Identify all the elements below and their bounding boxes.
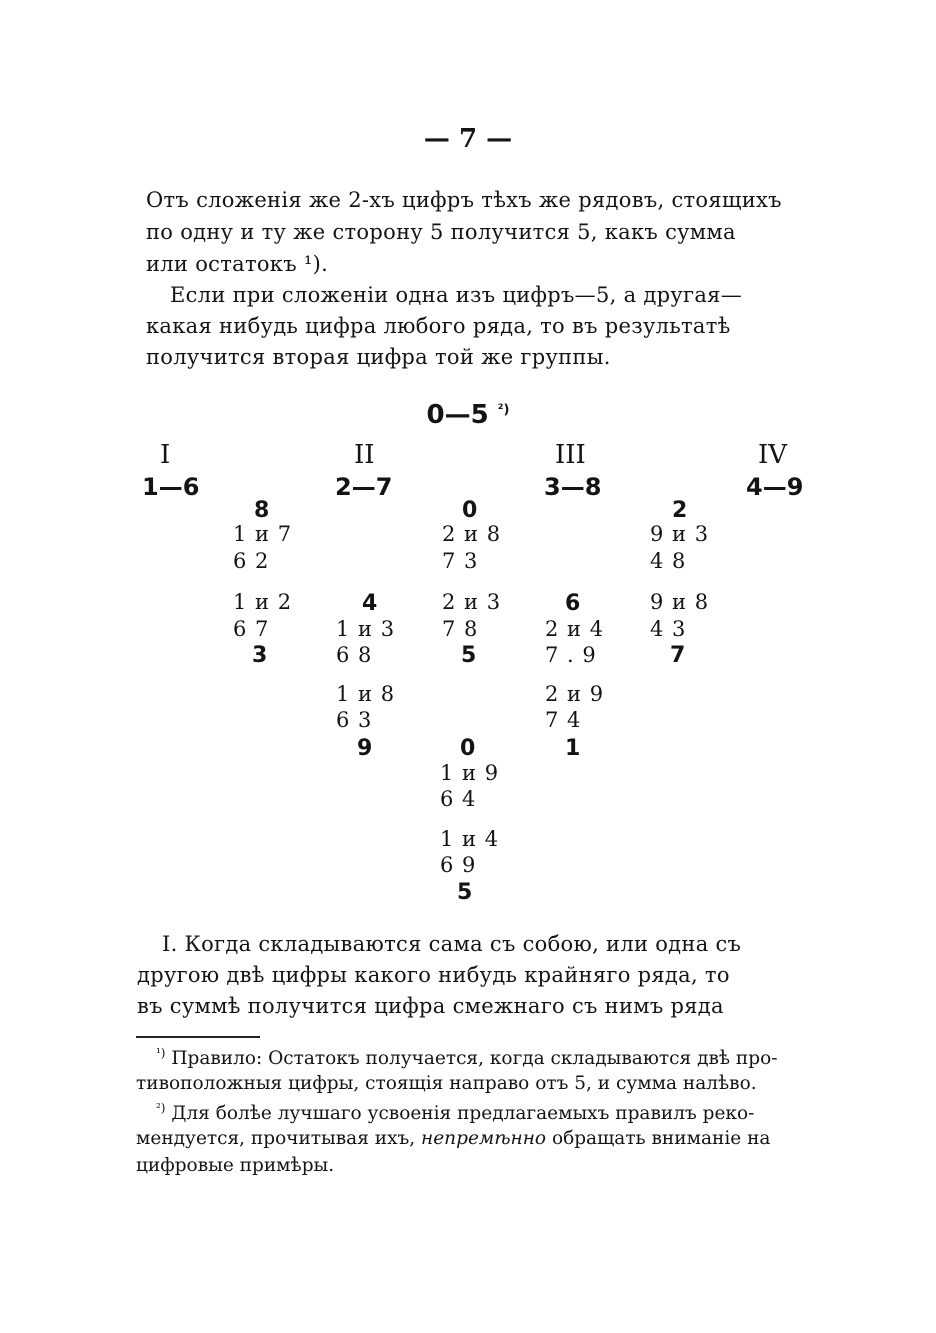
block-i-line-2: 6 3 [336,708,373,732]
row-label-2: II [354,440,375,470]
footnote-2-emphasis: непремѣнно [421,1128,547,1149]
footnote-2-line-1 [156,1101,754,1124]
footnote-2-line-3: цифровые примѣры. [136,1155,335,1176]
block-d-line-2: 6 7 [233,617,270,641]
block-h-result: 7 [670,643,686,668]
footnote-1-line-2: тивоположныя цифры, стоящія направо отъ 5, и сумма налѣво. [136,1073,757,1094]
block-h-line-1: 9 и 8 [650,590,710,614]
row-label-4: IV [758,440,788,470]
block-j-result: 1 [565,736,581,761]
block-i-line-1: 1 и 8 [336,682,396,706]
block-b-line-2: 7 3 [442,549,479,573]
block-l-line-2: 6 9 [440,853,477,877]
block-k-line-2: 6 4 [440,787,477,811]
rule-line-1: Если при сложеніи одна изъ цифръ—5, а другая— [170,283,742,307]
block-d-line-1: 1 и 2 [233,590,293,614]
block-a-line-2: 6 2 [233,549,270,573]
intro-line-3: или остатокъ ¹). [146,252,329,276]
block-f-result: 5 [461,643,477,668]
block-k-result: 0 [460,736,476,761]
rule-line-3: получится вторая цифра той же группы. [146,345,611,369]
block-g-result: 6 [565,591,581,616]
section-line-1: I. Когда складываются сама съ собою, или одна съ [162,932,742,956]
block-e-line-2: 6 8 [336,643,373,667]
block-f-line-2: 7 8 [442,617,479,641]
diagram-title [0,400,936,430]
block-l-line-1: 1 и 4 [440,827,500,851]
block-c-line-1: 9 и 3 [650,522,710,546]
footnote-2-text-2a: мендуется, прочитывая ихъ, [136,1128,422,1149]
block-b-result: 0 [462,498,478,523]
section-line-2: другою двѣ цифры какого нибудь крайняго ряда, то [137,963,730,987]
block-b-line-1: 2 и 8 [442,522,502,546]
group-label-2: 2—7 [335,473,393,501]
page-number: — 7 — [423,124,513,154]
block-e-line-1: 1 и 3 [336,617,396,641]
footnote-2-text-1: Для болѣе лучшаго усвоенія предлагаемыхъ правилъ реко- [171,1103,755,1125]
footnote-1-line-1 [156,1046,777,1069]
row-label-1: I [160,440,171,470]
block-f-line-1: 2 и 3 [442,590,502,614]
group-label-4: 4—9 [746,473,804,501]
block-a-line-1: 1 и 7 [233,522,293,546]
block-j-line-2: 7 4 [545,708,582,732]
footnote-2-text-2b: обращать вниманіе на [546,1128,771,1149]
block-g-line-2: 7 . 9 [545,643,597,667]
block-h-line-2: 4 3 [650,617,687,641]
intro-line-1: Отъ сложенія же 2-хъ цифръ тѣхъ же рядовъ, стоящихъ [146,188,782,212]
row-label-3: III [555,440,586,470]
group-label-3: 3—8 [544,473,602,501]
block-d-result: 3 [252,643,268,668]
block-c-line-2: 4 8 [650,549,687,573]
block-c-result: 2 [672,498,688,523]
block-j-line-1: 2 и 9 [545,682,605,706]
footnote-1-mark: ¹) [156,1046,166,1060]
section-line-3: въ суммѣ получится цифра смежнаго съ нимъ ряда [137,994,724,1018]
footnote-2-mark: ²) [156,1101,166,1115]
block-g-line-1: 2 и 4 [545,617,605,641]
block-l-result: 5 [457,880,473,905]
footnote-1-text-1: Правило: Остатокъ получается, когда складываются двѣ про- [171,1048,778,1070]
block-i-result: 9 [357,736,373,761]
footnote-2-line-2 [136,1128,770,1149]
diagram-title-footnote-mark: ²) [497,402,510,418]
block-k-line-1: 1 и 9 [440,761,500,785]
group-label-1: 1—6 [142,473,200,501]
rule-line-2: какая нибудь цифра любого ряда, то въ результатѣ [146,314,731,338]
intro-line-2: по одну и ту же сторону 5 получится 5, какъ сумма [146,220,736,244]
block-e-result: 4 [362,591,378,616]
footnote-divider [136,1036,260,1038]
block-a-result: 8 [254,498,270,523]
diagram-title-text: 0—5 [426,400,489,430]
